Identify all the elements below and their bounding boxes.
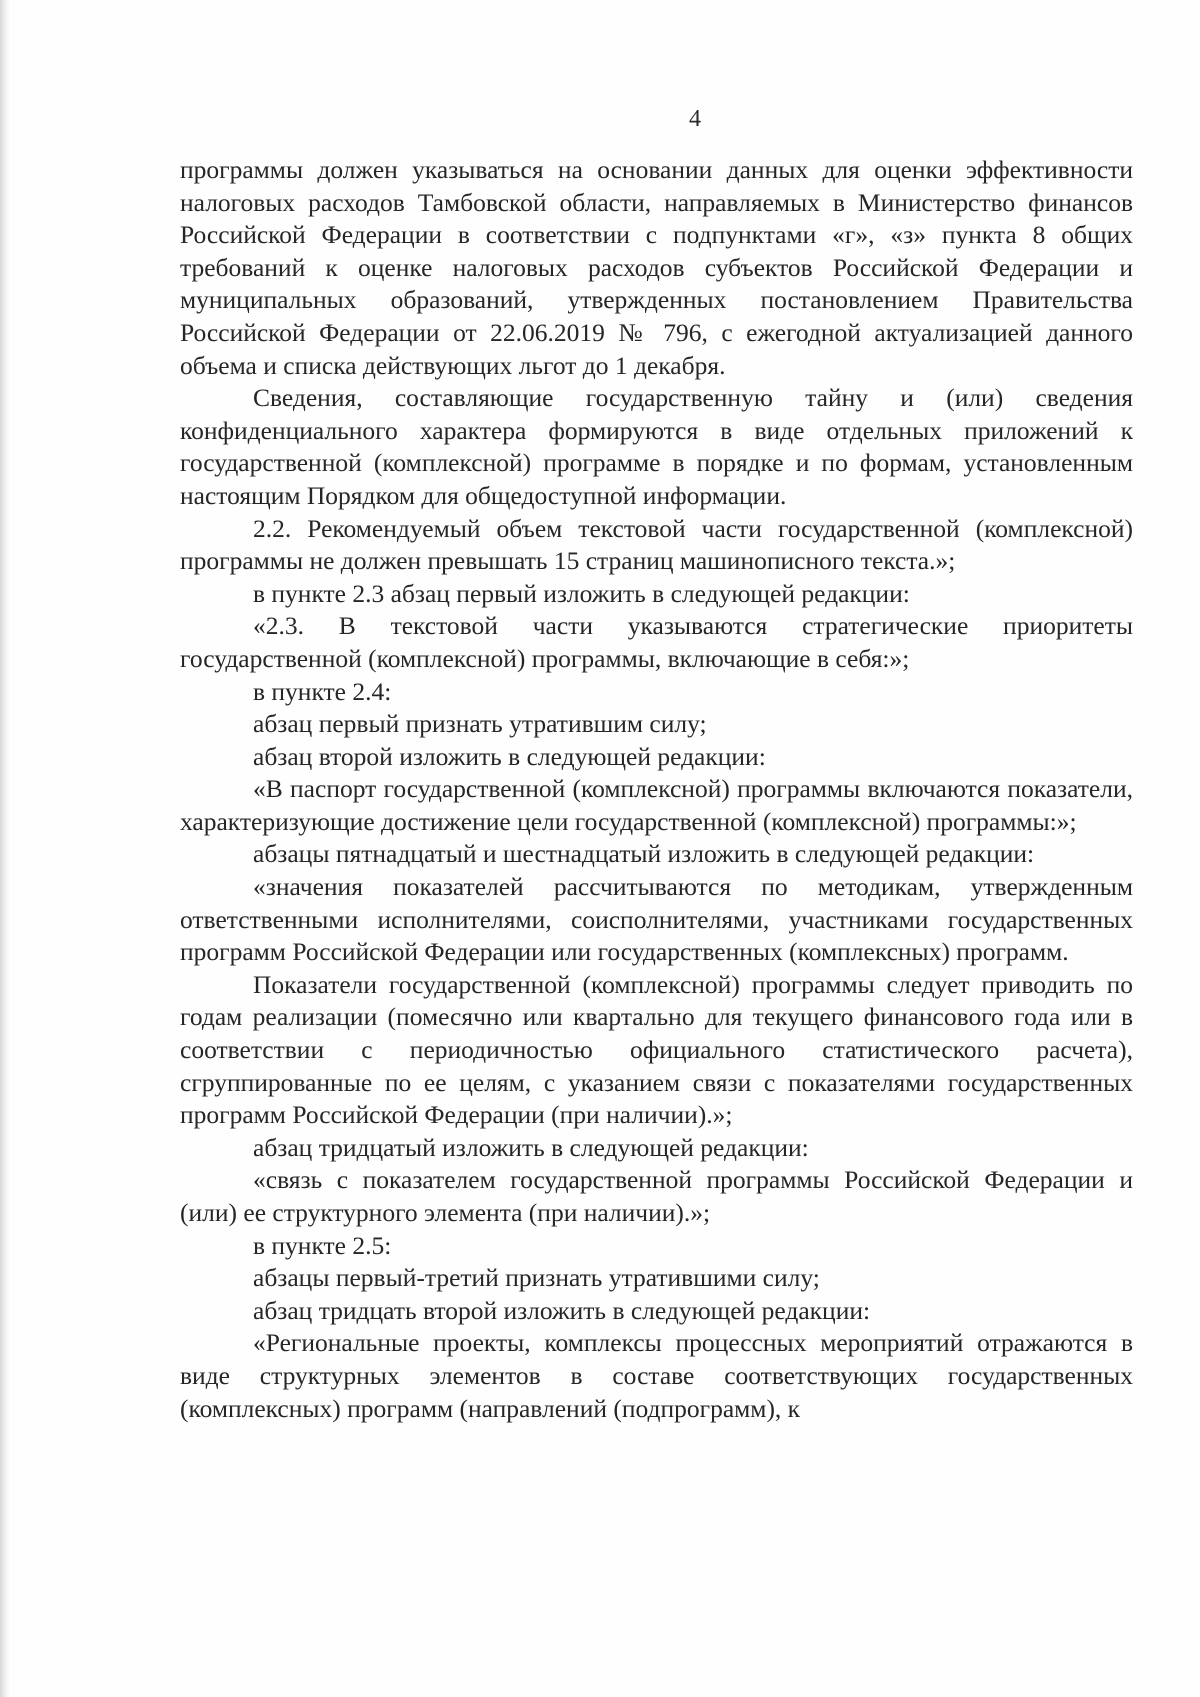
paragraph-2-4-first-void: абзац первый признать утратившим силу;	[253, 709, 707, 739]
paragraph-regional-projects: «Региональные проекты, комплексы процессных мероприятий отражаются в виде структурных элементов в составе соответствующих государственных (комплексных) программ (направлений (подпрограмм), к	[180, 1328, 1133, 1423]
paragraph-indicator-values: «значения показателей рассчитываются по методикам, утвержденным ответственными исполнителями, соисполнителями, участниками государственных программ Российской Федерации или государственных (комплексных) программ.	[180, 872, 1133, 967]
paragraph-amend-32: абзац тридцать второй изложить в следующей редакции:	[253, 1295, 871, 1325]
paragraph-2-2: 2.2. Рекомендуемый объем текстовой части государственной (комплексной) программы не должен превышать 15 страниц машинописного текста.»;	[180, 513, 1133, 576]
paragraph-passport-indicators: «В паспорт государственной (комплексной) программы включаются показатели, характеризующие достижение цели государственной (комплексной) программы:»;	[180, 774, 1133, 836]
paragraph-confidential-info: Сведения, составляющие государственную тайну и (или) сведения конфиденциального характера формируются в виде отдельных приложений к государственной (комплексной) программе в порядке и по формам, установленным настоящим Порядком для общедоступной информации.	[180, 383, 1133, 510]
scan-edge-shadow	[0, 0, 10, 1697]
paragraph-2-5-void: абзацы первый-третий признать утратившими силу;	[253, 1263, 820, 1293]
document-body	[180, 154, 1133, 1425]
paragraph-link-indicator: «связь с показателем государственной программы Российской Федерации и (или) ее структурного элемента (при наличии).»;	[180, 1165, 1133, 1227]
paragraph-2-3-text: «2.3. В текстовой части указываются стратегические приоритеты государственной (комплексной) программы, включающие в себя:»;	[180, 611, 1133, 673]
paragraph-amend-2-5: в пункте 2.5:	[253, 1230, 392, 1260]
paragraph-continuation: программы должен указываться на основании данных для оценки эффективности налоговых расходов Тамбовской области, направляемых в Министерство финансов Российской Федерации в соответствии с подпунктами «г», «з» пункта 8 общих требований к оценке налоговых расходов субъектов Российской Федерации и муниципальных образований, утвержденных постановлением Правительства Российской Федерации от 22.06.2019 № 796, с ежегодной актуализацией данного объема и списка действующих льгот до 1 декабря.	[180, 155, 1133, 380]
page-number: 4	[689, 106, 701, 132]
paragraph-indicators-by-year: Показатели государственной (комплексной) программы следует приводить по годам реализации (помесячно или квартально для текущего финансового года или в соответствии с периодичностью официального статистического расчета), сгруппированные по ее целям, с указанием связи с показателями государственных программ Российской Федерации (при наличии).»;	[180, 969, 1133, 1130]
paragraph-2-4-second: абзац второй изложить в следующей редакции:	[253, 741, 766, 771]
paragraph-amend-30: абзац тридцатый изложить в следующей редакции:	[253, 1132, 809, 1162]
paragraph-amend-2-3: в пункте 2.3 абзац первый изложить в следующей редакции:	[253, 578, 910, 608]
paragraph-amend-2-4: в пункте 2.4:	[253, 676, 392, 706]
paragraph-amend-15-16: абзацы пятнадцатый и шестнадцатый изложить в следующей редакции:	[253, 839, 1035, 869]
